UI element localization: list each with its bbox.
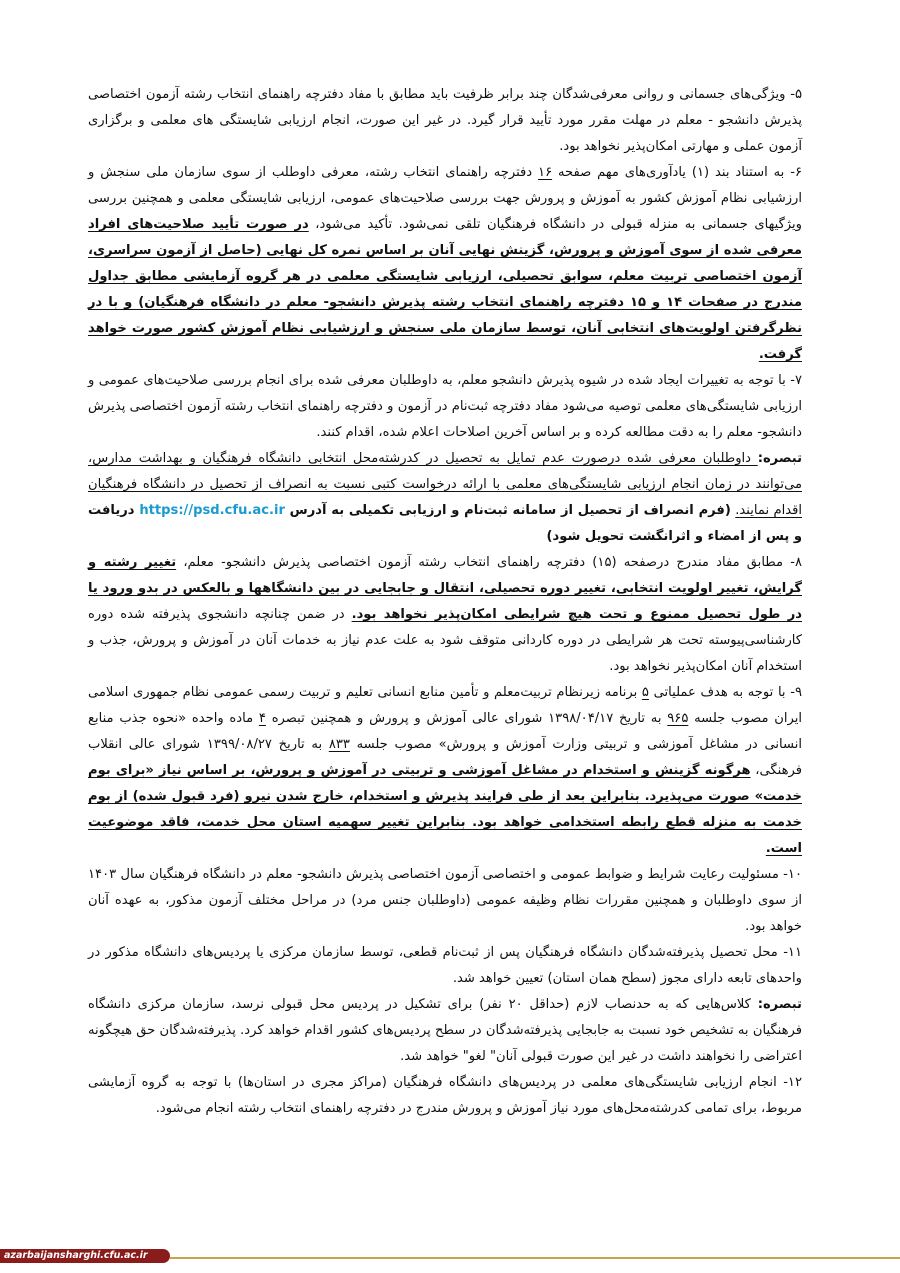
document-body (88, 82, 802, 1122)
paragraph-text-segment: ۱۲- انجام ارزیابی شایستگی‌های معلمی در پردیس‌های دانشگاه فرهنگیان (مراکز مجری در استان‌ها) با توجه به گروه آزمایشی مربوط، برای تمامی کدرشته‌محل‌های مورد نیاز آموزش و پرورش مندرج در دفترچه راهنمای انتخاب رشته انجام می‌شود. (88, 1075, 802, 1116)
paragraph-text-segment: دریافت و پس از امضاء و اثرانگشت تحویل شود) (88, 503, 802, 544)
paragraph-text-segment: ۱۶ (538, 165, 553, 180)
paragraph-text-segment: در ضمن چنانچه دانشجوی پذیرفته شده دوره کارشناسی‌پیوسته تحت هر شرایطی در دوره کاردانی متوقف شود به علت عدم نیاز به خدمات آنان در آموزش و پرورش، جذب و استخدام آنان امکان‌پذیر نخواهد بود. (88, 607, 802, 674)
paragraph-text-segment: هرگونه گزینش و استخدام در مشاغل آموزشی و تربیتی در آموزش و پرورش، بر اساس نیاز «برای بوم خدمت» صورت می‌پذیرد. بنابراین بعد از طی فرایند پذیرش و استخدام، خارج شدن نیرو (فرد قبول شده) از بوم خدمت به منزله قطع رابطه استخدامی خواهد بود. بنابراین تغییر سهمیه استان محل خدمت، فاقد موضوعیت است. (88, 763, 802, 856)
paragraph-text-segment: ماده واحده «نحوه جذب منابع انسانی در مشاغل آموزشی و تربیتی وزارت آموزش و پرورش» مصوب جلسه (88, 711, 802, 752)
footer-divider-line (170, 1257, 900, 1259)
paragraph-text-segment: برنامه زیرنظام تربیت‌معلم و تأمین منابع انسانی تعلیم و تربیت رسمی عمومی نظام جمهوری اسلامی ایران مصوب جلسه (88, 685, 802, 726)
paragraph-text-segment: در صورت تأیید صلاحیت‌های افراد معرفی شده از سوی آموزش و پرورش، گزینش نهایی آنان بر اساس نمره کل نهایی (حاصل از آزمون سراسری، آزمون اختصاصی تربیت معلم، سوابق تحصیلی، ارزیابی شایستگی معلمی در هر گروه آزمایشی مطابق جداول مندرج در صفحات ۱۴ و ۱۵ دفترچه راهنمای انتخاب رشته پذیرش دانشجو- معلم در دانشگاه فرهنگیان) و با در نظرگرفتن اولویت‌های انتخابی آنان، توسط سازمان ملی سنجش و ارزشیابی نظام آموزش کشور صورت خواهد گرفت. (88, 217, 802, 362)
paragraph-text-segment: به تاریخ ۱۳۹۸/۰۴/۱۷ شورای عالی آموزش و پرورش و همچنین تبصره (265, 711, 668, 726)
paragraph-text-segment: ۱۱- محل تحصیل پذیرفته‌شدگان دانشگاه فرهنگیان پس از ثبت‌نام قطعی، توسط سازمان مرکزی یا پردیس‌های دانشگاه مذکور در واحدهای تابعه دارای مجوز (سطح همان استان) تعیین خواهد شد. (88, 945, 802, 986)
paragraph-text-segment: ۷- با توجه به تغییرات ایجاد شده در شیوه پذیرش دانشجو معلم، به داوطلبان معرفی شده برای انجام بررسی صلاحیت‌های عمومی و ارزیابی شایستگی‌های معلمی توصیه می‌شود مفاد دفترچه ثبت‌نام در آزمون و دفترچه راهنمای انتخاب رشته آزمون اختصاصی پذیرش دانشجو- معلم را به دقت مطالعه کرده و بر اساس آخرین اصلاحات اعلام شده، اقدام کنند. (88, 373, 802, 440)
paragraph-text-segment: (فرم انصراف از تحصیل از سامانه ثبت‌نام و ارزیابی تکمیلی به آدرس (284, 503, 731, 518)
paragraph (88, 82, 802, 160)
paragraph (88, 940, 802, 992)
paragraph-text-segment: ۸۳۳ (328, 737, 350, 752)
paragraph (88, 368, 802, 446)
paragraph-text-segment: تغییر رشته و گرایش، تغییر اولویت انتخابی، تغییر دوره تحصیلی، انتقال و جابجایی در بین دانشگاهها و بالعکس در بدو ورود یا در طول تحصیل ممنوع و تحت هیچ شرایطی امکان‌پذیر نخواهد بود. (88, 555, 803, 622)
paragraph-text-segment: ۸- مطابق مفاد مندرج درصفحه (۱۵) دفترچه راهنمای انتخاب رشته آزمون اختصاصی پذیرش دانشجو- معلم، (176, 555, 803, 570)
page-footer (0, 1247, 900, 1273)
paragraph (88, 160, 802, 368)
paragraph-text-segment: ۹۶۵ (667, 711, 689, 726)
footer-url-text[interactable]: azarbaijansharghi.cfu.ac.ir (4, 1250, 148, 1261)
paragraph-text-segment: ۱۰- مسئولیت رعایت شرایط و ضوابط عمومی و اختصاصی آزمون اختصاصی پذیرش دانشجو- معلم در دانشگاه فرهنگیان سال ۱۴۰۳ از سوی داوطلبان و همچنین مقررات نظام وظیفه عمومی (داوطلبان جنس مرد) در مراحل مختلف آزمون مذکور، به عهده آنان خواهد بود. (88, 867, 802, 934)
paragraph-text-segment: ۵- ویژگی‌های جسمانی و روانی معرفی‌شدگان چند برابر ظرفیت باید مطابق با مفاد دفترچه راهنمای انتخاب رشته آزمون اختصاصی پذیرش دانشجو - معلم در مهلت مقرر مورد تأیید قرار گیرد. در غیر این صورت، انجام ارزیابی شایستگی های معلمی و برگزاری آزمون عملی و مهارتی امکان‌پذیر نخواهد بود. (88, 87, 802, 154)
paragraph-text-segment: تبصره: (757, 997, 802, 1012)
paragraph (88, 680, 802, 862)
paragraph-text-segment: ۴ (258, 711, 266, 726)
paragraph-text-segment: ۵ (641, 685, 649, 700)
paragraph-text-segment: داوطلبان معرفی شده درصورت عدم تمایل به تحصیل در کدرشته‌محل انتخابی دانشگاه فرهنگیان و بهداشت مدارس، می‌توانند در زمان انجام ارزیابی شایستگی‌های معلمی با ارائه درخواست کتبی نسبت به انصراف از تحصیل در دانشگاه فرهنگیان اقدام نمایند. (88, 451, 802, 518)
paragraph (88, 550, 802, 680)
paragraph-text-segment: دفترچه راهنمای انتخاب رشته، معرفی داوطلب از سوی سازمان ملی سنجش و ارزشیابی نظام آموزش کشور به آموزش و پرورش جهت بررسی صلاحیت‌های عمومی، ارزیابی شایستگی معلمی و همچنین بررسی ویژگیهای جسمانی به منزله قبولی در دانشگاه فرهنگیان تلقی نمی‌شود. تأکید می‌شود، (88, 165, 803, 232)
withdrawal-form-link[interactable]: https://psd.cfu.ac.ir (139, 503, 285, 518)
paragraph (88, 1070, 802, 1122)
paragraph-text-segment: تبصره: (757, 451, 802, 466)
paragraph-text-segment: کلاس‌هایی که به حدنصاب لازم (حداقل ۲۰ نفر) برای تشکیل در پردیس محل قبولی نرسد، سازمان مرکزی دانشگاه فرهنگیان به تشخیص خود نسبت به جابجایی پذیرفته‌شدگان در سطح پردیس‌های کشور اقدام خواهد کرد. پذیرفته‌شدگان حق هیچگونه اعتراضی را نخواهند داشت در غیر این صورت قبولی آنان" لغو" خواهد شد. (88, 997, 802, 1064)
paragraph (88, 446, 802, 550)
paragraph-text-segment: به تاریخ ۱۳۹۹/۰۸/۲۷ شورای عالی انقلاب فرهنگی، (88, 737, 802, 778)
paragraph-text-segment: ۶- به استناد بند (۱) یادآوری‌های مهم صفحه (552, 165, 802, 180)
paragraph (88, 992, 802, 1070)
paragraph-text-segment: ۹- با توجه به هدف عملیاتی (648, 685, 802, 700)
paragraph (88, 862, 802, 940)
